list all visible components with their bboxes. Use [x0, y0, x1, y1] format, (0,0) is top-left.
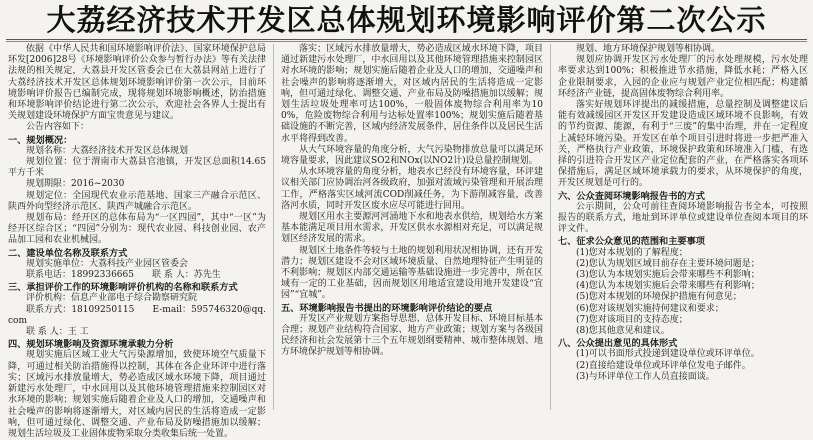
paragraph: (3)您认为本规划实施后会带来哪些不利影响； [576, 270, 760, 281]
column-1 [8, 44, 266, 439]
paragraph: (4)您认为本规划实施后会带来哪些有利影响； [576, 281, 760, 292]
section-heading: 三、承担评价工作的环境影响评价机构的名称和联系方式 [8, 282, 238, 294]
paragraph: 联系电话：18992336665 联 系 人：苏先生 [26, 270, 221, 281]
paragraph: 规划区用水主要源河河涌地下水和地表水供给，规划给水方案基本能满足项目用水需求，开发区供水水源相对充足，可以满足规划区经济发展的需求。 [281, 212, 543, 245]
paragraph: 规划定位：全国现代农业示范基地、国家三产融合示范区、陕西外向型经济示范区、陕西产城融合示范区。 [8, 190, 266, 212]
section-heading: 六、公众查阅环境影响报告书的方式 [558, 190, 705, 202]
paragraph: 从大气环境容量的角度分析，大气污染物排放总量可以满足环境容量要求，因此建议SO2和NOx(以NO2计)设总量控制规划。 [281, 144, 543, 167]
paragraph: (1)可以书面形式投递到建设单位或环评单位。 [576, 349, 760, 360]
section-heading: 四、规划环境影响及资源环境承载力分析 [8, 339, 174, 351]
column-2 [281, 44, 543, 410]
paragraph: 联 系 人：王 工 [26, 327, 89, 338]
title-divider [6, 39, 807, 40]
paragraph: 规划实施单位：大荔科技产业园区管委会 [26, 258, 189, 269]
section-heading: 八、公众提出意见的具体形式 [558, 338, 678, 350]
paragraph: (3)与环评单位工作人员直接面谈。 [576, 371, 715, 382]
paragraph: (5)您对本规划的环境保护措施有何意见； [576, 292, 742, 303]
paragraph: 规划位置：位于渭南市大荔县官池镇，开发区总面积14.65平方千米 [8, 157, 266, 179]
paragraph: 评价机构：信息产业部电子综合勘察研究院 [26, 293, 198, 304]
column-divider [273, 44, 274, 410]
paragraph: (2)直接给建设单位或环评单位发电子邮件。 [576, 360, 751, 371]
paragraph: 依据《中华人民共和国环境影响评价法》、国家环境保护总局环发[2006]28号《环境影响评价公众参与暂行办法》等有关法律法规的相关规定，大荔县开发区管委会已在大荔县网站上进行了大荔经济技术开发区总体规划环境影响评价第一次公示，目前环境影响评价报告已编制完成，现将规划环境影响概述，防治措施和环境影响评价结论进行第二次公示，欢迎社会各界人士提出有关规划建设环境保护方面宝贵意见与建议。 [8, 44, 266, 122]
paragraph: (7)您对该项目的支持态度； [576, 314, 688, 325]
paragraph: 规划区土地条件等较与土地的规划利用状况相协调，还有开发潜力；规划区建设不会对区域环境质量、自然地理特征产生明显的不利影响；规划区内部交通运输等基础设施进一步完善中，所在区域有一定的工业基础，因而规划区用地适宜建设用地开发建设“宜园”“宜城”。 [281, 245, 543, 301]
paragraph: 从水环境容量的角度分析，地表水已经没有环境容量，环评建议相关部门应协调治河各级政府，加强对流域污染管理和开展治理工作，严格落实区域河流COD削减任务，为下游削减容量，改善洛河水质，同时开发区废水应尽可能进行回用。 [281, 167, 543, 211]
paragraph: 规划期限：2016~2030 [26, 179, 125, 190]
column-3 [558, 44, 808, 410]
column-divider [550, 44, 551, 410]
paragraph: 开发区产业规划方案指导思想、总体开发目标、环境目标基本合理；规划产业结构符合国家、地方产业政策；规划方案与各级国民经济和社会发展第十三个五年规划纲要精神、城市整体规划、地方环境保护规划等相协调。 [281, 313, 543, 358]
paragraph: (1)您对本规划的了解程度； [576, 247, 688, 258]
paragraph: 公示期间，公众可前往查阅环境影响报告书全本，可按照报告的联系方式，地址到环评单位或建设单位查阅本项目的环评文件。 [558, 201, 808, 235]
paragraph: 规划名称：大荔经济技术开发区总体规划 [26, 145, 189, 156]
section-heading: 一、规划概况： [8, 134, 73, 146]
paragraph: 落实好规划环评提出的减缓措施，总量控制及调整建议后能有效减缓园区开发区开发建设造成区域环境不良影响，有效的节约资源、能源，有利于“三废”的集中治理，并在一定程度上减轻环境污染。开发区在单个项目引进时将进一步把严准入关，严格执行产业政策，环境保护政策和环境准入门槛，有选择的引进符合开发区产业定位配套的产业，在严格落实各项环保措施后，满足区域环境承载力的要求，从环境保护的角度，开发区规划是可行的。 [558, 100, 808, 189]
section-heading: 五、环境影响报告书提出的环境影响评价结论的要点 [281, 302, 493, 314]
paragraph: 规划布局：经开区的总体布局为“一区四园”，其中“一区”为经开区综合区；“四园”分别为：现代农业园、科技创业园、农产品加工园和农业机械园。 [8, 213, 266, 246]
paragraph: 规划应协调开发区污水处理厂的污水处理规模，污水处理率要求达到100%；积极推进节水措施，降低水耗；严格入区企业限制要求，入园的企业应与规划产业定位相匹配；构建循环经济产业链，提高固体废物综合利用率。 [558, 55, 808, 99]
paragraph: 联系方式：18109250115 E-mail：595746320@qq.com [8, 304, 266, 326]
section-heading: 二、建设单位名称及联系方式 [8, 247, 128, 259]
paragraph: (2)您认为规划区域目前存在主要环境问题是； [576, 258, 760, 269]
paragraph: 公告内容如下： [26, 122, 90, 133]
paragraph: 规划、地方环境保护规划等相协调。 [576, 44, 721, 54]
paragraph: (8)您其他意见和建议。 [576, 326, 670, 337]
section-heading: 七、征求公众意见的范围和主要事项 [558, 236, 705, 248]
paragraph: (6)您对该规划实施持何建议和要求； [576, 303, 724, 314]
title-divider-secondary [6, 41, 807, 42]
paragraph: 规划实施后区域工业大气污染源增加，致使环境空气质量下降，可通过相关防治措施得以控制，其体在各企业环评中进行落实；区域污水排放量增大，势必造成区域水环境下降，项目通过新建污水处理厂，中水回用以及其他环境管理措施来控制园区对水环境的影响；规划实施后随着企业及人口的增加，交通噪声和社会噪声的影响将逐渐增大，对区域内居民的生活将造成一定影响，但可通过绿化、调整交通、产业布局及防噪措施加以缓解；规划生活垃圾及工业固体废物采取分类收集后统一处置。 [8, 350, 266, 439]
page-title: 大荔经济技术开发区总体规划环境影响评价第二次公示 [46, 3, 767, 37]
paragraph: 落实；区域污水排放量增大，势必造成区域水环境下降，项目通过新建污水处理厂，中水回用以及其他环境管理措施来控制园区对水环境的影响；规划实施后随着企业及人口的增加，交通噪声和社会噪声的影响将逐渐增大，对区域内居民的生活将造成一定影响，但可通过绿化、调整交通、产业布局及防噪措施加以缓解；规划生活垃圾处理率可达100%，一般固体废物综合利用率为100%，危险废物综合利用与达标处置率100%；规划实施后随着基础设施的不断完善，区域内经济发展条件，居住条件以及居民生活水平将得到改善。 [281, 44, 543, 144]
